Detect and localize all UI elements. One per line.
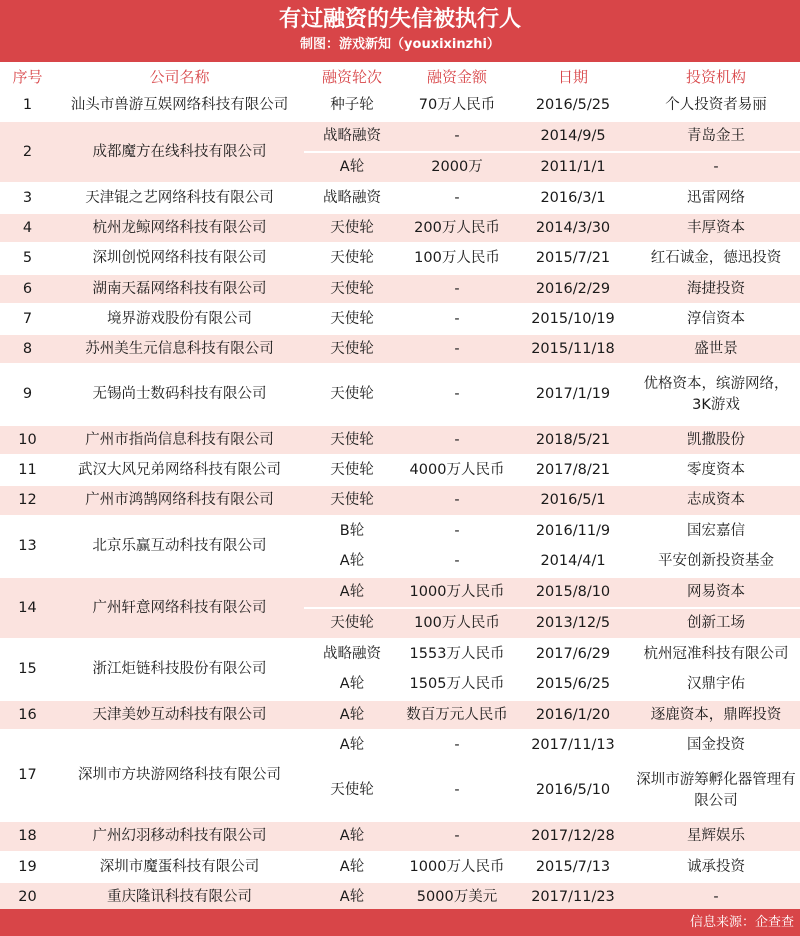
table-header-row: [0, 62, 800, 90]
financing-round: A轮: [304, 669, 400, 700]
table-row: [0, 183, 800, 213]
financing-round: 天使轮: [304, 425, 400, 455]
financing-round: 天使轮: [304, 334, 400, 364]
row-number: 12: [0, 485, 55, 516]
financing-amount: -: [400, 425, 514, 455]
financing-date: 2017/11/23: [514, 882, 632, 912]
company-name: 境界游戏股份有限公司: [55, 304, 304, 334]
row-number: 11: [0, 455, 55, 485]
financing-amount: 4000万人民币: [400, 455, 514, 485]
table-row: [0, 121, 800, 152]
company-name: 无锡尚士数码科技有限公司: [55, 364, 304, 425]
financing-date: 2016/2/29: [514, 274, 632, 304]
column-header-amount: 融资金额: [400, 62, 514, 90]
financing-round: A轮: [304, 852, 400, 882]
financing-date: 2016/3/1: [514, 183, 632, 213]
row-number: 10: [0, 425, 55, 455]
financing-round: 战略融资: [304, 121, 400, 152]
financing-date: 2016/11/9: [514, 516, 632, 546]
column-header-no: 序号: [0, 62, 55, 90]
company-name: 杭州龙鲸网络科技有限公司: [55, 213, 304, 243]
financing-date: 2015/11/18: [514, 334, 632, 364]
investor: 逐鹿资本，鼎晖投资: [632, 700, 800, 730]
financing-date: 2015/7/21: [514, 243, 632, 274]
financing-amount: 1000万人民币: [400, 852, 514, 882]
source-footer: [0, 909, 800, 936]
financing-amount: 100万人民币: [400, 243, 514, 274]
financing-amount: 5000万美元: [400, 882, 514, 912]
company-name: 深圳创悦网络科技有限公司: [55, 243, 304, 274]
row-number: 18: [0, 821, 55, 852]
financing-date: 2017/11/13: [514, 730, 632, 760]
table-row: [0, 304, 800, 334]
financing-round: B轮: [304, 516, 400, 546]
company-name: 广州市指尚信息科技有限公司: [55, 425, 304, 455]
column-header-company: 公司名称: [55, 62, 304, 90]
title-banner: [0, 0, 800, 62]
financing-round: 天使轮: [304, 485, 400, 516]
investor: 国金投资: [632, 730, 800, 760]
investor: 平安创新投资基金: [632, 546, 800, 577]
column-header-round: 融资轮次: [304, 62, 400, 90]
table-row: [0, 274, 800, 304]
table-row: [0, 213, 800, 243]
financing-amount: 2000万: [400, 152, 514, 183]
financing-amount: 数百万元人民币: [400, 700, 514, 730]
investor: 诚承投资: [632, 852, 800, 882]
company-name: 广州轩意网络科技有限公司: [55, 577, 304, 639]
row-number: 5: [0, 243, 55, 274]
investor: 淳信资本: [632, 304, 800, 334]
source-label: 信息来源：企查查: [689, 915, 794, 930]
page-title: 有过融资的失信被执行人: [278, 7, 521, 32]
investor: 零度资本: [632, 455, 800, 485]
row-number: 9: [0, 364, 55, 425]
financing-date: 2013/12/5: [514, 608, 632, 639]
company-name: 深圳市魔蛋科技有限公司: [55, 852, 304, 882]
financing-amount: -: [400, 364, 514, 425]
investor: 海捷投资: [632, 274, 800, 304]
company-name: 苏州美生元信息科技有限公司: [55, 334, 304, 364]
row-number: 8: [0, 334, 55, 364]
financing-date: 2014/9/5: [514, 121, 632, 152]
row-number: 13: [0, 516, 55, 577]
row-number: 17: [0, 730, 55, 821]
company-name: 成都魔方在线科技有限公司: [55, 121, 304, 183]
company-name: 湖南天磊网络科技有限公司: [55, 274, 304, 304]
table-body: [0, 90, 800, 912]
financing-amount: 200万人民币: [400, 213, 514, 243]
financing-round: 天使轮: [304, 213, 400, 243]
company-name: 北京乐赢互动科技有限公司: [55, 516, 304, 577]
investor: 迅雷网络: [632, 183, 800, 213]
table-row: [0, 90, 800, 121]
financing-round: 战略融资: [304, 183, 400, 213]
financing-round: 天使轮: [304, 243, 400, 274]
financing-date: 2017/1/19: [514, 364, 632, 425]
financing-amount: -: [400, 183, 514, 213]
company-name: 重庆隆讯科技有限公司: [55, 882, 304, 912]
row-number: 1: [0, 90, 55, 121]
financing-amount: -: [400, 121, 514, 152]
financing-amount: -: [400, 304, 514, 334]
row-number: 19: [0, 852, 55, 882]
financing-round: A轮: [304, 882, 400, 912]
column-header-date: 日期: [514, 62, 632, 90]
financing-round: A轮: [304, 700, 400, 730]
table-row: [0, 485, 800, 516]
financing-date: 2017/12/28: [514, 821, 632, 852]
investor: 国宏嘉信: [632, 516, 800, 546]
row-number: 16: [0, 700, 55, 730]
financing-amount: -: [400, 516, 514, 546]
financing-amount: -: [400, 730, 514, 760]
investor: 网易资本: [632, 577, 800, 608]
investor: 杭州冠准科技有限公司: [632, 639, 800, 669]
financing-amount: -: [400, 821, 514, 852]
financing-round: 天使轮: [304, 608, 400, 639]
row-number: 6: [0, 274, 55, 304]
financing-date: 2015/8/10: [514, 577, 632, 608]
investor: 汉鼎宇佑: [632, 669, 800, 700]
table-row: [0, 700, 800, 730]
financing-date: 2018/5/21: [514, 425, 632, 455]
financing-date: 2015/7/13: [514, 852, 632, 882]
investor: 优格资本，缤游网络，3K游戏: [632, 364, 800, 425]
investor: 盛世景: [632, 334, 800, 364]
financing-round: 天使轮: [304, 304, 400, 334]
investor: 创新工场: [632, 608, 800, 639]
company-name: 武汉大风兄弟网络科技有限公司: [55, 455, 304, 485]
table-row: [0, 243, 800, 274]
financing-date: 2015/6/25: [514, 669, 632, 700]
financing-round: A轮: [304, 577, 400, 608]
table-row: [0, 639, 800, 669]
financing-round: A轮: [304, 821, 400, 852]
financing-amount: -: [400, 485, 514, 516]
table-row: [0, 852, 800, 882]
financing-date: 2014/3/30: [514, 213, 632, 243]
investor: -: [632, 882, 800, 912]
row-number: 4: [0, 213, 55, 243]
company-name: 汕头市兽游互娱网络科技有限公司: [55, 90, 304, 121]
table-row: [0, 364, 800, 425]
investor: 志成资本: [632, 485, 800, 516]
financing-date: 2016/5/25: [514, 90, 632, 121]
financing-date: 2017/6/29: [514, 639, 632, 669]
financing-date: 2011/1/1: [514, 152, 632, 183]
table-row: [0, 821, 800, 852]
table-row: [0, 882, 800, 912]
table-row: [0, 577, 800, 608]
financing-amount: 1505万人民币: [400, 669, 514, 700]
financing-round: 天使轮: [304, 364, 400, 425]
financing-date: 2017/8/21: [514, 455, 632, 485]
financing-round: 天使轮: [304, 455, 400, 485]
page-subtitle: 制图：游戏新知（youxixinzhi）: [300, 37, 500, 52]
investor: 凯撒股份: [632, 425, 800, 455]
financing-amount: -: [400, 334, 514, 364]
financing-round: 种子轮: [304, 90, 400, 121]
financing-round: A轮: [304, 546, 400, 577]
financing-date: 2016/5/1: [514, 485, 632, 516]
row-number: 7: [0, 304, 55, 334]
financing-amount: -: [400, 546, 514, 577]
company-name: 天津美妙互动科技有限公司: [55, 700, 304, 730]
row-number: 20: [0, 882, 55, 912]
financing-table: [0, 62, 800, 913]
table-row: [0, 455, 800, 485]
financing-amount: -: [400, 760, 514, 821]
financing-date: 2014/4/1: [514, 546, 632, 577]
financing-round: 战略融资: [304, 639, 400, 669]
financing-round: 天使轮: [304, 760, 400, 821]
table-row: [0, 334, 800, 364]
row-number: 15: [0, 639, 55, 700]
company-name: 深圳市方块游网络科技有限公司: [55, 730, 304, 821]
row-number: 14: [0, 577, 55, 639]
financing-date: 2016/5/10: [514, 760, 632, 821]
financing-date: 2016/1/20: [514, 700, 632, 730]
investor: 星辉娱乐: [632, 821, 800, 852]
company-name: 浙江炬链科技股份有限公司: [55, 639, 304, 700]
financing-amount: 70万人民币: [400, 90, 514, 121]
financing-amount: 1553万人民币: [400, 639, 514, 669]
investor: 深圳市游筹孵化器管理有限公司: [632, 760, 800, 821]
table-row: [0, 516, 800, 546]
financing-round: A轮: [304, 152, 400, 183]
company-name: 天津锟之艺网络科技有限公司: [55, 183, 304, 213]
investor: 青岛金王: [632, 121, 800, 152]
financing-amount: -: [400, 274, 514, 304]
investor: 个人投资者易丽: [632, 90, 800, 121]
column-header-investor: 投资机构: [632, 62, 800, 90]
financing-date: 2015/10/19: [514, 304, 632, 334]
financing-round: A轮: [304, 730, 400, 760]
investor: 丰厚资本: [632, 213, 800, 243]
table-row: [0, 730, 800, 760]
table-row: [0, 425, 800, 455]
row-number: 3: [0, 183, 55, 213]
financing-amount: 100万人民币: [400, 608, 514, 639]
investor: -: [632, 152, 800, 183]
financing-amount: 1000万人民币: [400, 577, 514, 608]
company-name: 广州幻羽移动科技有限公司: [55, 821, 304, 852]
row-number: 2: [0, 121, 55, 183]
financing-round: 天使轮: [304, 274, 400, 304]
company-name: 广州市鸿鹄网络科技有限公司: [55, 485, 304, 516]
investor: 红石诚金，德迅投资: [632, 243, 800, 274]
